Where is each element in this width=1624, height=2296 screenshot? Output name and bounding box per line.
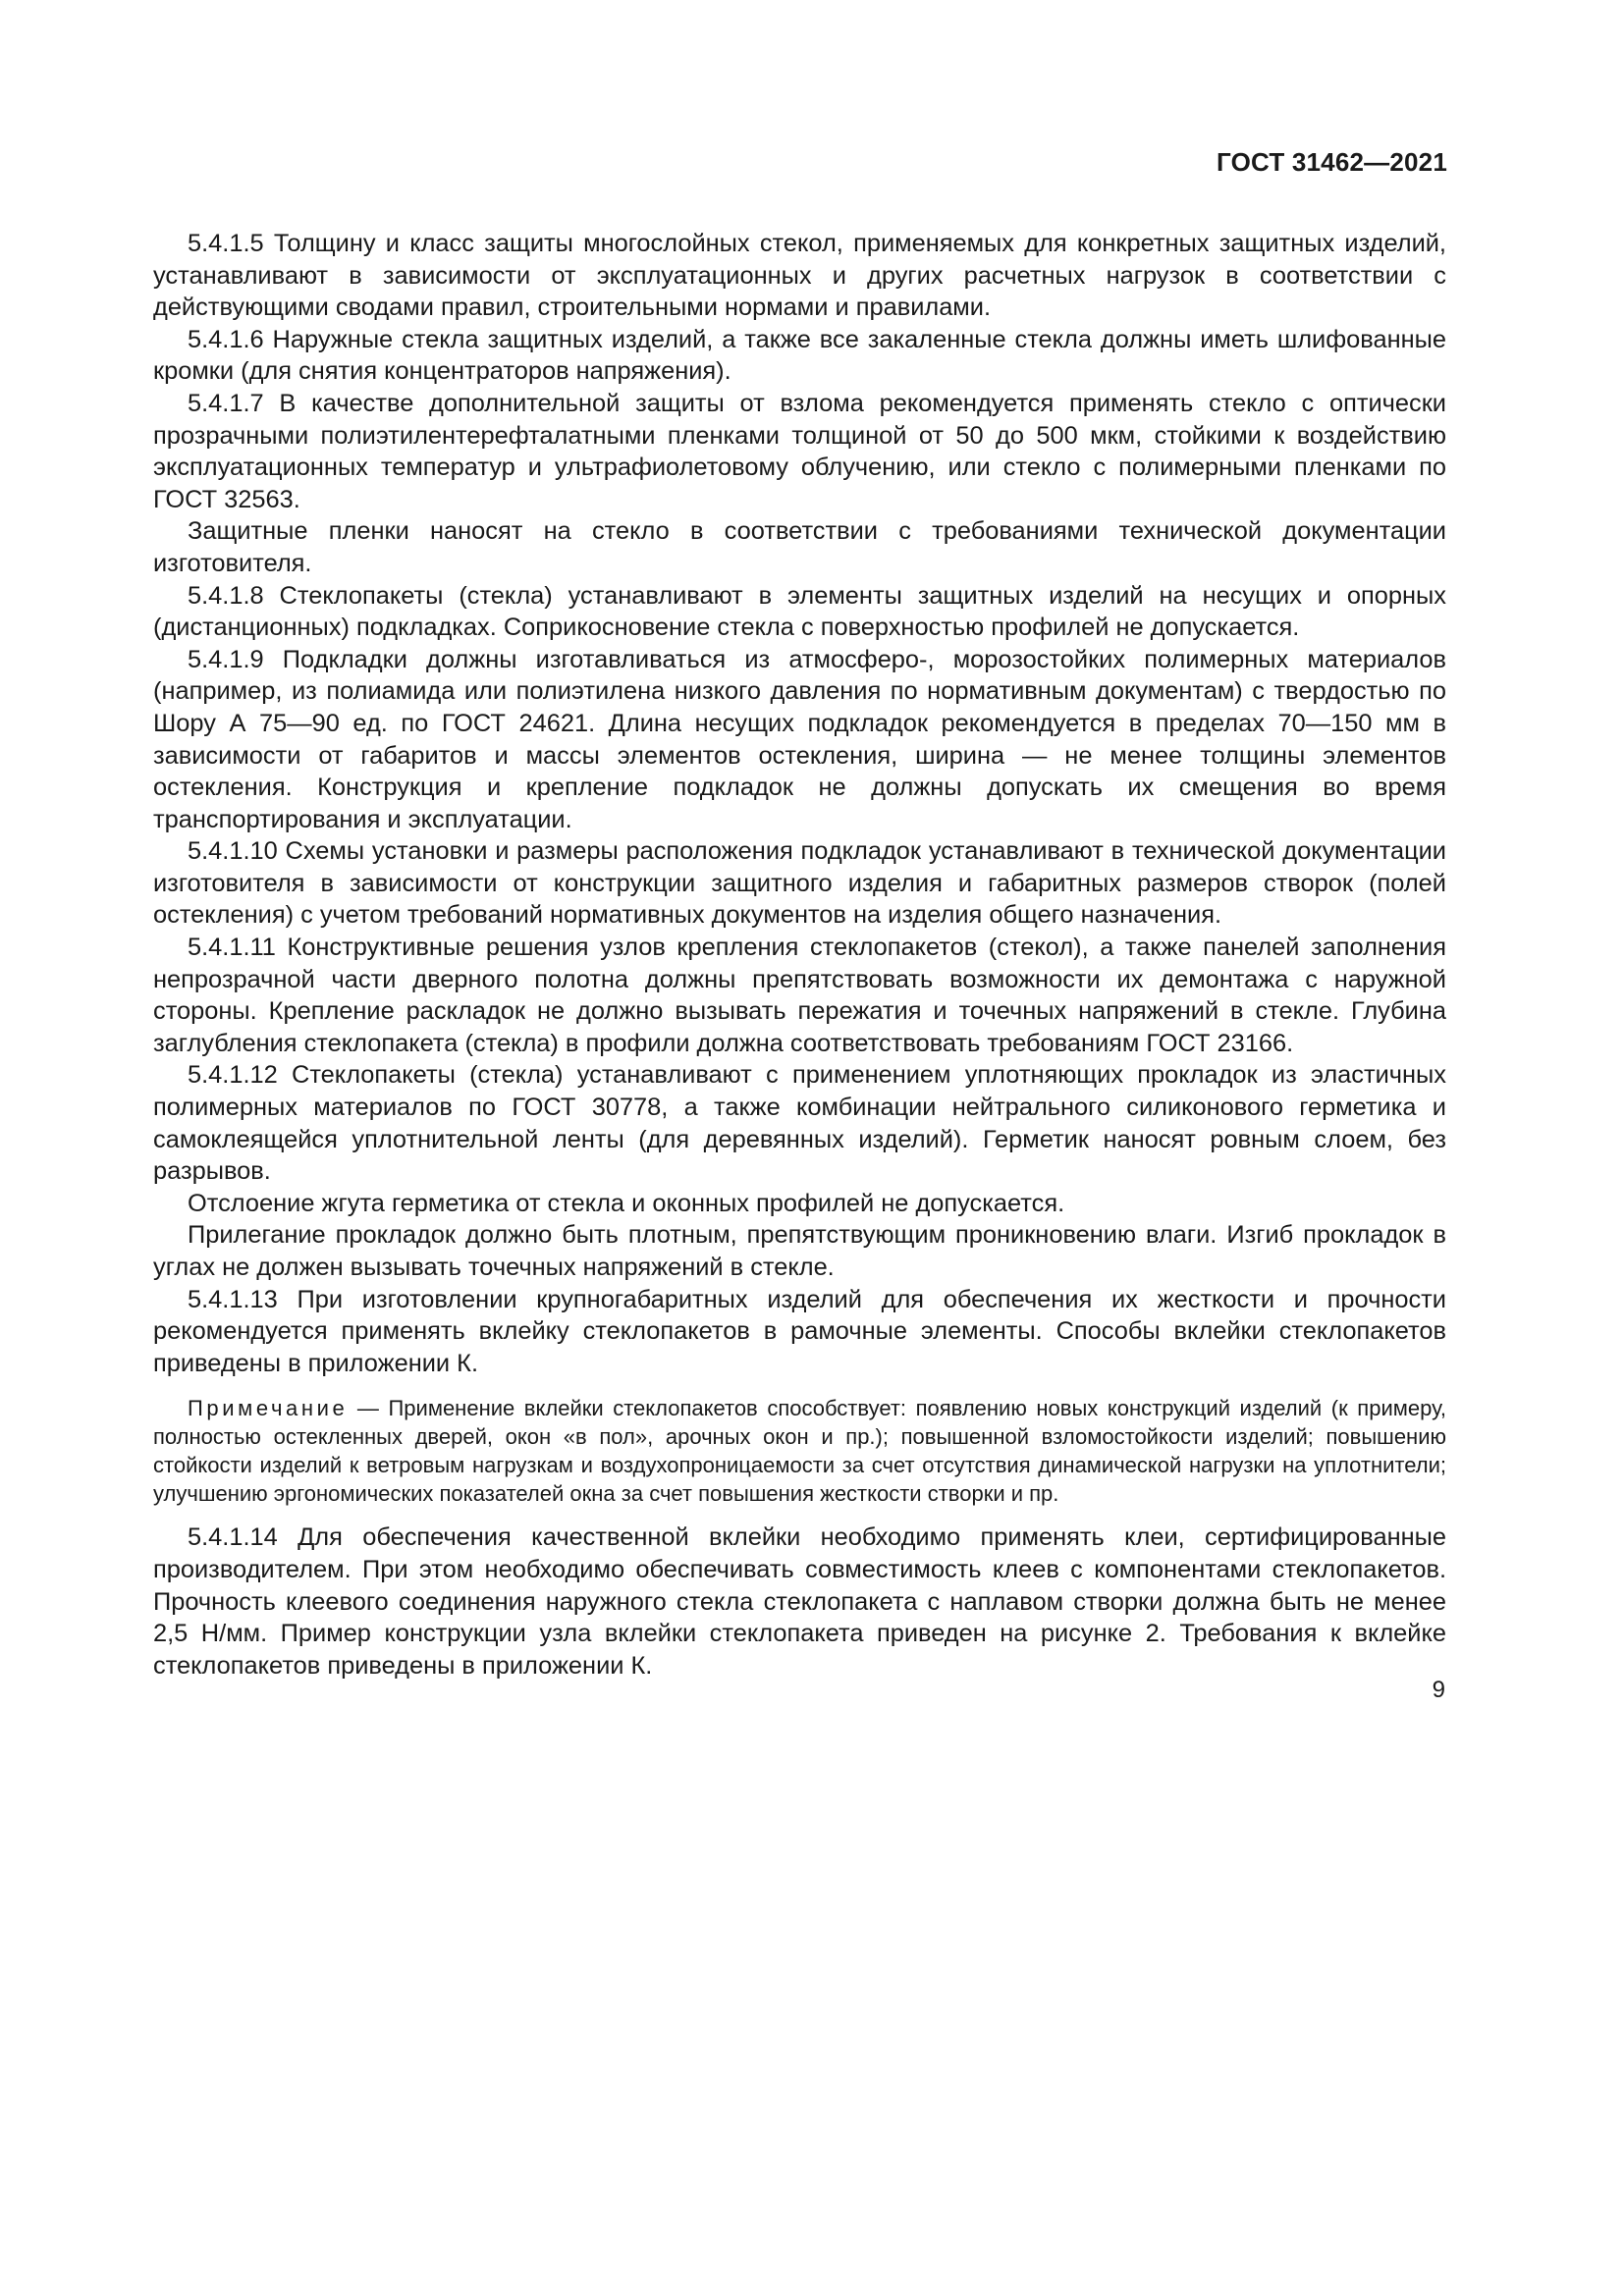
- paragraph-5-4-1-6: 5.4.1.6 Наружные стекла защитных изделий, а также все закаленные стекла должны иметь шлифованные кромки (для снятия концентраторов напряжения).: [153, 325, 1446, 386]
- document-body: [153, 228, 1446, 1682]
- paragraph-5-4-1-10: 5.4.1.10 Схемы установки и размеры расположения подкладок устанавливают в технической документации изготовителя в зависимости от конструкции защитного изделия и габаритных размеров створок (полей остекления) с учетом требований нормативных документов на изделия общего назначения.: [153, 837, 1446, 930]
- paragraph-5-4-1-5: 5.4.1.5 Толщину и класс защиты многослойных стекол, применяемых для конкретных защитных изделий, устанавливают в зависимости от эксплуатационных и других расчетных нагрузок в соответствии с действующими сводами правил, строительными нормами и правилами.: [153, 230, 1446, 322]
- note-label: Примечание: [188, 1396, 349, 1421]
- document-code: ГОСТ 31462—2021: [1217, 147, 1447, 177]
- paragraph-5-4-1-13: 5.4.1.13 При изготовлении крупногабаритных изделий для обеспечения их жесткости и прочности рекомендуется применять вклейку стеклопакетов в рамочные элементы. Способы вклейки стеклопакетов приведены в приложении К.: [153, 1285, 1446, 1377]
- paragraph-gasket-fit: Прилегание прокладок должно быть плотным, препятствующим проникновению влаги. Изгиб прокладок в углах не должен вызывать точечных напряжений в стекле.: [153, 1221, 1446, 1281]
- paragraph-5-4-1-8: 5.4.1.8 Стеклопакеты (стекла) устанавливают в элементы защитных изделий на несущих и опорных (дистанционных) подкладках. Соприкосновение стекла с поверхностью профилей не допускается.: [153, 581, 1446, 642]
- paragraph-sealant-detachment: Отслоение жгута герметика от стекла и оконных профилей не допускается.: [188, 1189, 1065, 1217]
- page-number: 9: [1432, 1677, 1445, 1703]
- paragraph-5-4-1-7: 5.4.1.7 В качестве дополнительной защиты от взлома рекомендуется применять стекло с оптически прозрачными полиэтилентерефталатными пленками толщиной от 50 до 500 мкм, стойкими к воздействию эксплуатационных температур и ультрафиолетовому облучению, или стекло с полимерными пленками по ГОСТ 32563.: [153, 389, 1446, 513]
- paragraph-5-4-1-9: 5.4.1.9 Подкладки должны изготавливаться из атмосферо-, морозостойких полимерных материалов (например, из полиамида или полиэтилена низкого давления по нормативным документам) с твердостью по Шору А 75—90 ед. по ГОСТ 24621. Длина несущих подкладок рекомендуется в пределах 70—150 мм в зависимости от габаритов и массы элементов остекления, ширина — не менее толщины элементов остекления. Конструкция и крепление подкладок не должны допускать их смещения во время транспортирования и эксплуатации.: [153, 645, 1446, 833]
- note: [153, 1394, 1446, 1508]
- paragraph-5-4-1-14: 5.4.1.14 Для обеспечения качественной вклейки необходимо применять клеи, сертифицированные производителем. При этом необходимо обеспечивать совместимость клеев с компонентами стеклопакетов. Прочность клеевого соединения наружного стекла стеклопакета с наплавом створки должна быть не менее 2,5 Н/мм. Пример конструкции узла вклейки стеклопакета приведен на рисунке 2. Требования к вклейке стеклопакетов приведены в приложении К.: [153, 1523, 1446, 1680]
- paragraph-protective-films: Защитные пленки наносят на стекло в соответствии с требованиями технической документации изготовителя.: [153, 517, 1446, 577]
- paragraph-5-4-1-11: 5.4.1.11 Конструктивные решения узлов крепления стеклопакетов (стекол), а также панелей заполнения непрозрачной части дверного полотна должны препятствовать возможности их демонтажа с наружной стороны. Крепление раскладок не должно вызывать пережатия и точечных напряжений в стекле. Глубина заглубления стеклопакета (стекла) в профили должна соответствовать требованиям ГОСТ 23166.: [153, 934, 1446, 1057]
- note-text: — Применение вклейки стеклопакетов способствует: появлению новых конструкций изделий (к примеру, полностью остекленных дверей, окон «в пол», арочных окон и пр.); повышенной взломостойкости изделий; повышению стойкости изделий к ветровым нагрузкам и воздухопроницаемости за счет отсутствия динамической нагрузки на уплотнители; улучшению эргономических показателей окна за счет повышения жесткости створки и пр.: [153, 1396, 1446, 1507]
- paragraph-5-4-1-12: 5.4.1.12 Стеклопакеты (стекла) устанавливают с применением уплотняющих прокладок из эластичных полимерных материалов по ГОСТ 30778, а также комбинации нейтрального силиконового герметика и самоклеящейся уплотнительной ленты (для деревянных изделий). Герметик наносят ровным слоем, без разрывов.: [153, 1061, 1446, 1186]
